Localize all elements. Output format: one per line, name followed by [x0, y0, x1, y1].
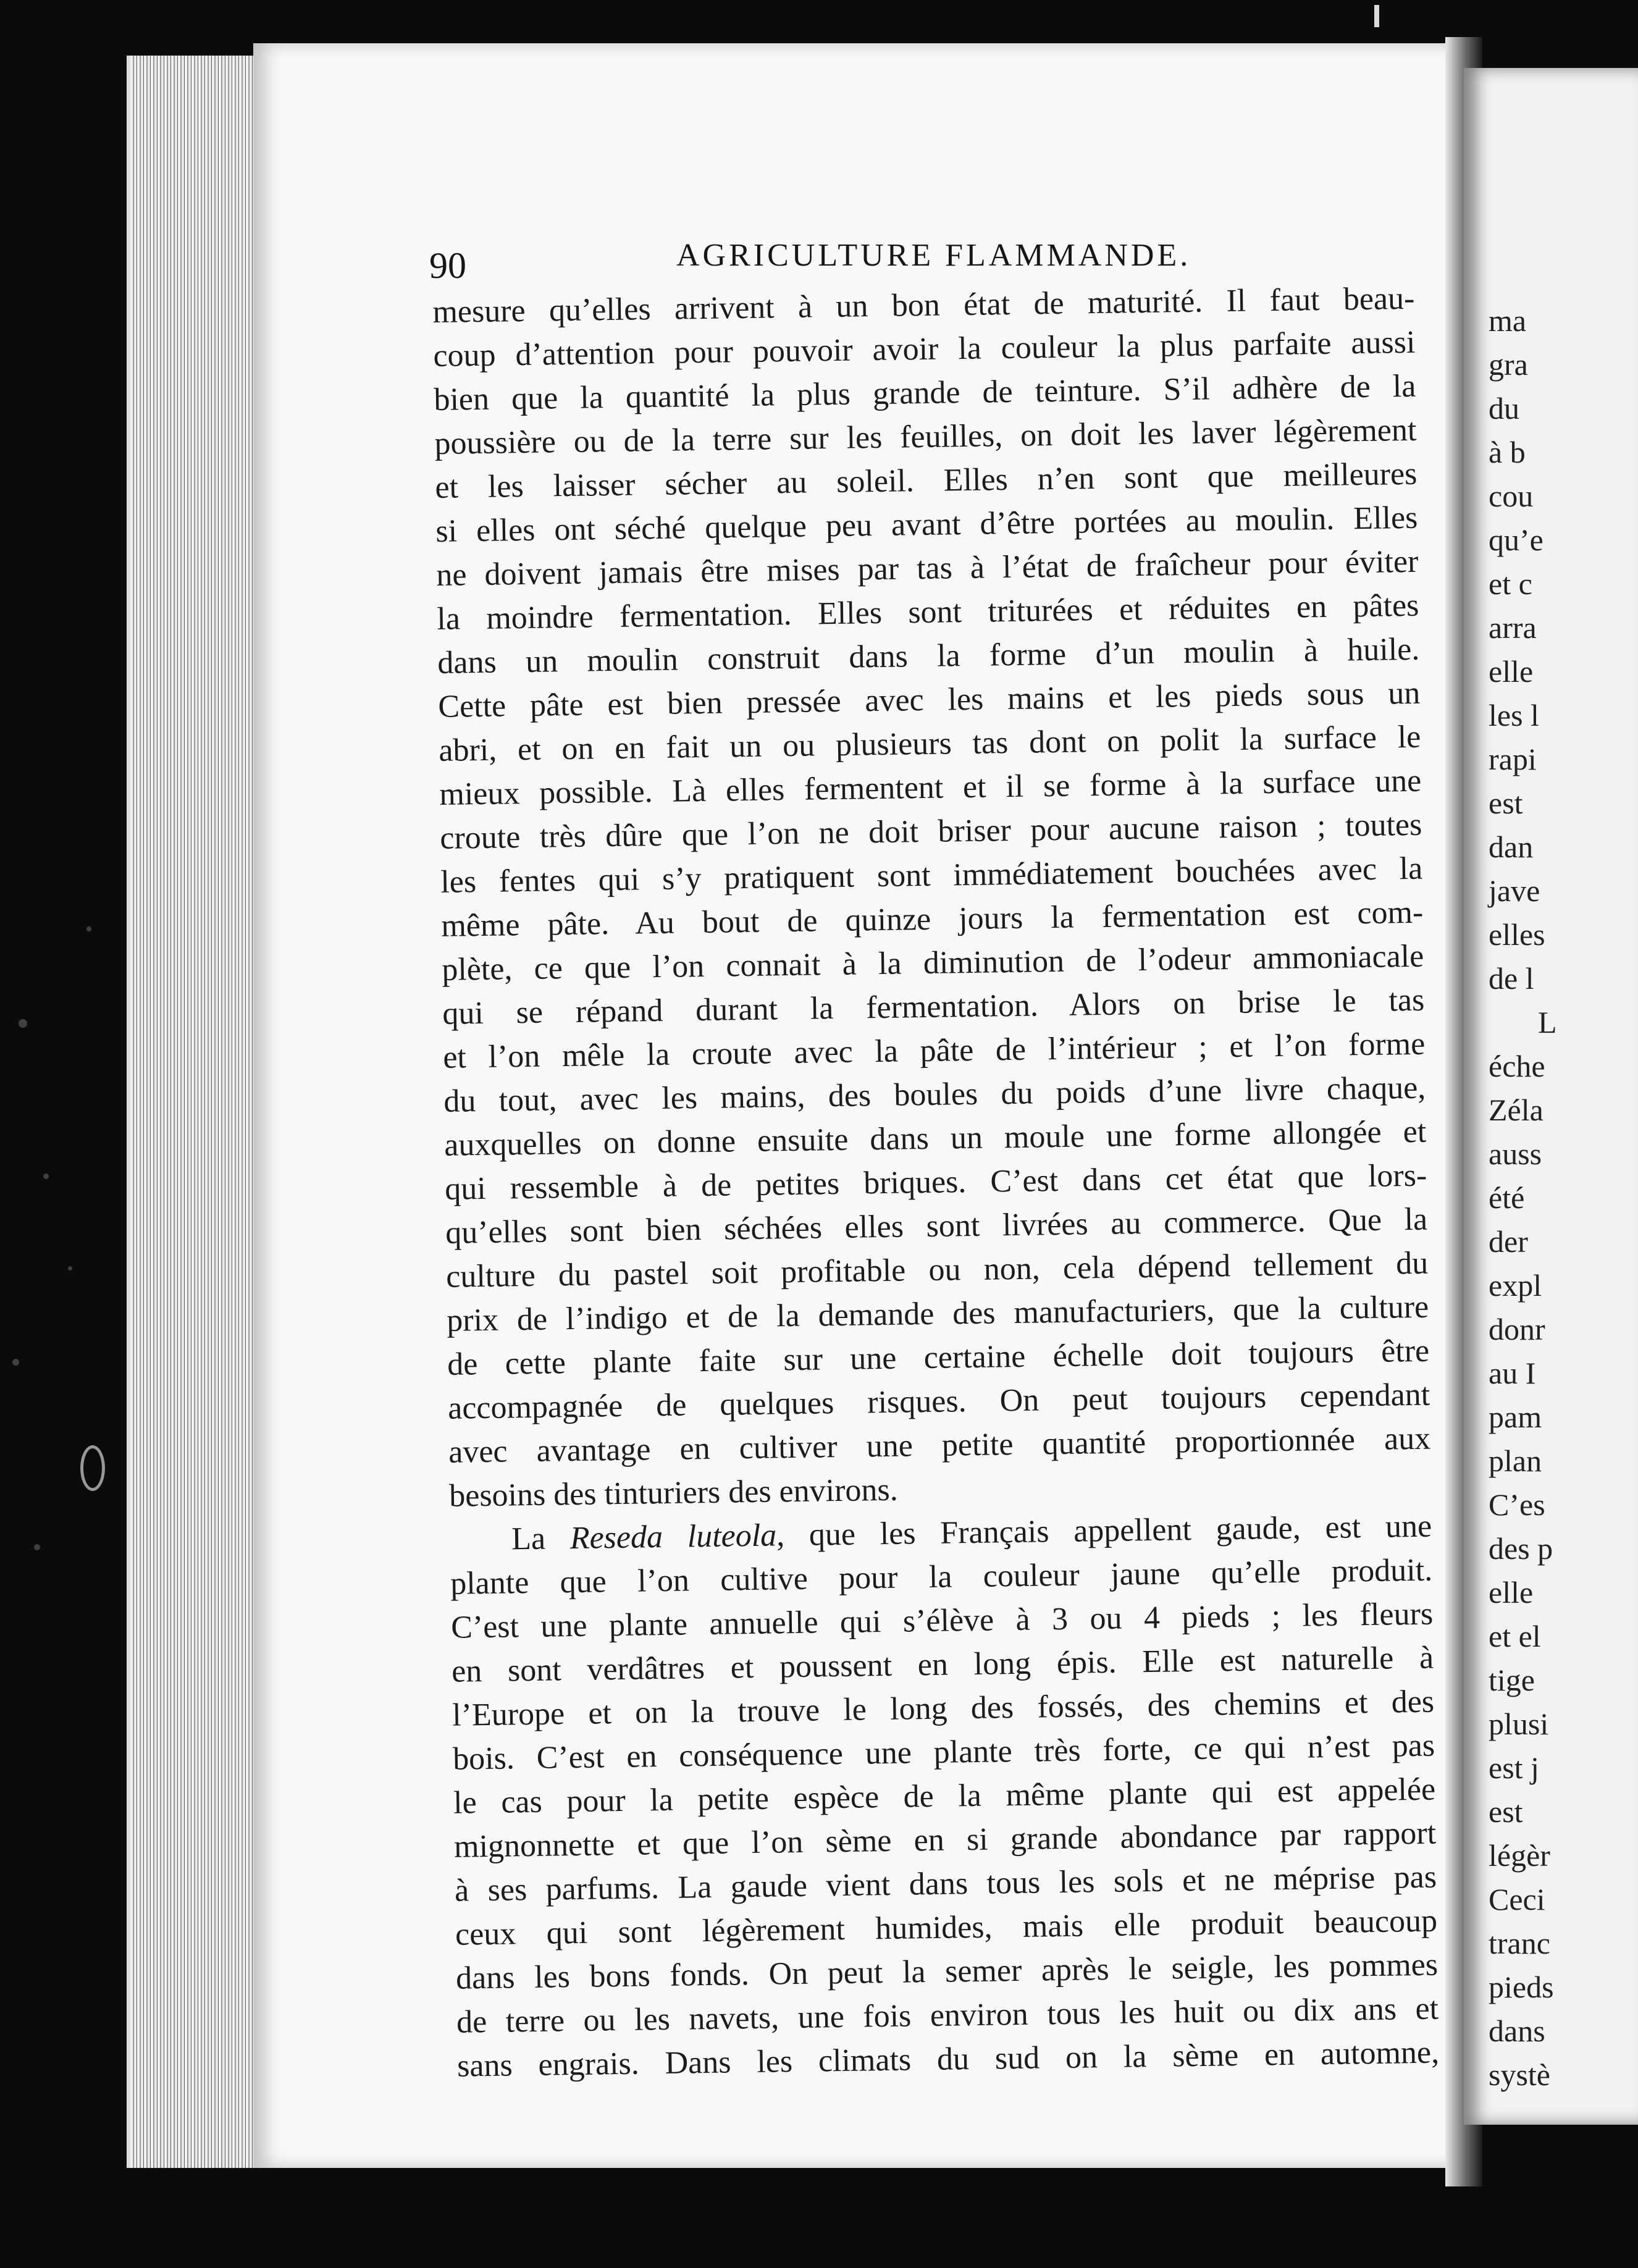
- text-line: la moindre fermentation. Elles sont triturées et réduites en pâtes: [437, 587, 1419, 637]
- text-line: besoins des tinturiers des environs.: [448, 1472, 899, 1514]
- scan-speck: [86, 926, 91, 931]
- next-page-fragment: cou: [1489, 479, 1534, 513]
- scan-speck: [34, 1544, 40, 1550]
- body-text: [432, 277, 1439, 2088]
- next-page-fragment: C’es: [1489, 1487, 1545, 1522]
- next-page-fragment: expl: [1489, 1268, 1542, 1303]
- text-line: poussière ou de la terre sur les feuilles, on doit les laver légèrement: [434, 412, 1417, 461]
- scan-artifact: [80, 1445, 105, 1491]
- next-page-fragment: des p: [1489, 1531, 1553, 1566]
- next-page-fragment: elles: [1489, 917, 1545, 952]
- next-page-fragment: de l: [1489, 961, 1534, 996]
- next-page-fragment: et c: [1489, 566, 1532, 601]
- next-page-fragment: est j: [1489, 1750, 1539, 1785]
- text-line: et les laisser sécher au soleil. Elles n’en sont que meilleures: [435, 456, 1418, 505]
- text-line: mignonnette et que l’on sème en si grande abondance par rapport: [453, 1815, 1437, 1865]
- text-line: mesure qu’elles arrivent à un bon état de maturité. Il faut beau-: [432, 280, 1415, 330]
- text-line: sans engrais. Dans les climats du sud on la sème en automne,: [456, 2035, 1440, 2084]
- next-page-fragment: systè: [1489, 2057, 1550, 2092]
- text-line: en sont verdâtres et poussent en long épis. Elle est naturelle à: [451, 1640, 1434, 1689]
- running-head: AGRICULTURE FLAMMANDE.: [676, 238, 1191, 273]
- text-line: Cette pâte est bien pressée avec les mains et les pieds sous un: [438, 675, 1421, 724]
- page-number: 90: [429, 245, 466, 286]
- text-line: plète, ce que l’on connait à la diminution de l’odeur ammoniacale: [441, 938, 1424, 988]
- text-line: auxquelles on donne ensuite dans un moule une forme allongée et: [443, 1114, 1427, 1163]
- next-page-partial: [1464, 68, 1638, 2125]
- text-line: ceux qui sont légèrement humides, mais elle produit beaucoup: [455, 1903, 1438, 1952]
- text-line: l’Europe et on la trouve le long des fossés, des chemins et des: [452, 1684, 1435, 1733]
- next-page-fragment: Ceci: [1489, 1882, 1545, 1917]
- text-line: ne doivent jamais être mises par tas à l’état de fraîcheur pour éviter: [436, 544, 1419, 593]
- next-page-fragment: gra: [1489, 347, 1528, 382]
- next-page-fragment: rapi: [1489, 742, 1537, 776]
- next-page-fragment: L: [1538, 1005, 1557, 1040]
- scan-speck: [19, 1019, 27, 1028]
- next-page-fragment: plan: [1489, 1443, 1542, 1478]
- next-page-fragment: les l: [1489, 698, 1539, 733]
- next-page-fragment: est: [1489, 786, 1523, 820]
- next-page-fragment: plusi: [1489, 1707, 1549, 1741]
- text-line: bois. C’est en conséquence une plante très forte, ce qui n’est pas: [452, 1728, 1435, 1777]
- text-line: les fentes qui s’y pratiquent sont immédiatement bouchées avec la: [440, 850, 1423, 900]
- paragraph-start-prefix: La: [511, 1521, 571, 1557]
- next-page-fragment: auss: [1489, 1136, 1542, 1171]
- text-line: qu’elles sont bien séchées elles sont livrées au commerce. Que la: [445, 1201, 1428, 1251]
- text-line: avec avantage en cultiver une petite quantité proportionnée aux: [448, 1421, 1431, 1470]
- next-page-fragment: du: [1489, 391, 1519, 426]
- text-line: de terre ou les navets, une fois environ tous les huit ou dix ans et: [456, 1991, 1439, 2040]
- text-line: du tout, avec les mains, des boules du poids d’une livre chaque,: [443, 1070, 1426, 1119]
- text-line: à ses parfums. La gaude vient dans tous les sols et ne méprise pas: [454, 1859, 1437, 1909]
- next-page-fragment: jave: [1489, 873, 1540, 908]
- next-page-fragment: tige: [1489, 1663, 1535, 1697]
- text-line: qui se répand durant la fermentation. Alors on brise le tas: [442, 982, 1425, 1031]
- text-line: de cette plante faite sur une certaine échelle doit toujours être: [447, 1333, 1430, 1382]
- text-line: prix de l’indigo et de la demande des manufacturiers, que la culture: [446, 1289, 1429, 1338]
- next-page-fragment: der: [1489, 1224, 1528, 1259]
- next-page-fragment: est: [1489, 1794, 1523, 1829]
- next-page-fragment: qu’e: [1489, 523, 1544, 557]
- text-line: bien que la quantité la plus grande de teinture. S’il adhère de la: [434, 368, 1416, 418]
- next-page-fragment: elle: [1489, 1575, 1534, 1610]
- text-line: dans les bons fonds. On peut la semer après le seigle, les pommes: [455, 1947, 1438, 1996]
- text-line: dans un moulin construit dans la forme d’un moulin à huile.: [437, 631, 1420, 681]
- next-page-fragment: légèr: [1489, 1838, 1550, 1873]
- next-page-fragment: donr: [1489, 1312, 1545, 1346]
- next-page-fragment: éche: [1489, 1049, 1545, 1083]
- text-line: le cas pour la petite espèce de la même plante qui est appelée: [453, 1771, 1436, 1821]
- text-line: abri, et on en fait un ou plusieurs tas dont on polit la surface le: [439, 719, 1421, 768]
- text-line: si elles ont séché quelque peu avant d’être portées au moulin. Elles: [435, 500, 1418, 549]
- next-page-fragment: tranc: [1489, 1926, 1550, 1960]
- text-line: C’est une plante annuelle qui s’élève à 3 ou 4 pieds ; les fleurs: [450, 1596, 1434, 1645]
- text-line: accompagnée de quelques risques. On peut toujours cependant: [447, 1377, 1430, 1426]
- species-name: Reseda luteola: [569, 1518, 777, 1556]
- text-line: plante que l’on cultive pour la couleur jaune qu’elle produit.: [450, 1552, 1433, 1602]
- paragraph-start-suffix: , que les Français appellent gaude, est une: [776, 1508, 1432, 1553]
- next-page-fragment: au I: [1489, 1356, 1536, 1390]
- scan-speck: [43, 1174, 49, 1179]
- next-page-fragment: Zéla: [1489, 1093, 1544, 1127]
- next-page-fragment: dans: [1489, 2014, 1545, 2048]
- text-line: culture du pastel soit profitable ou non, cela dépend tellement du: [445, 1245, 1429, 1295]
- scan-artifact: [1374, 5, 1379, 27]
- next-page-fragment: ma: [1489, 303, 1527, 338]
- next-page-fragment: à b: [1489, 435, 1526, 469]
- scan-speck: [12, 1359, 19, 1366]
- text-line: même pâte. Au bout de quinze jours la fermentation est com-: [440, 894, 1424, 944]
- text-line: et l’on mêle la croute avec la pâte de l’intérieur ; et l’on forme: [442, 1026, 1426, 1075]
- next-page-fragment: pam: [1489, 1400, 1542, 1434]
- next-page-fragment: été: [1489, 1180, 1525, 1215]
- next-page-fragment: dan: [1489, 830, 1534, 864]
- text-line: qui ressemble à de petites briques. C’est dans cet état que lors-: [444, 1157, 1427, 1207]
- next-page-fragment: elle: [1489, 654, 1534, 689]
- text-line: croute très dûre que l’on ne doit briser pour aucune raison ; toutes: [439, 807, 1422, 856]
- scan-speck: [68, 1266, 72, 1270]
- text-line: mieux possible. Là elles fermentent et il se forme à la surface une: [439, 763, 1422, 812]
- next-page-fragment: arra: [1489, 610, 1537, 645]
- next-page-fragment: pieds: [1489, 1970, 1554, 2004]
- text-line: coup d’attention pour pouvoir avoir la couleur la plus parfaite aussi: [433, 324, 1416, 374]
- next-page-fragment: et el: [1489, 1619, 1541, 1653]
